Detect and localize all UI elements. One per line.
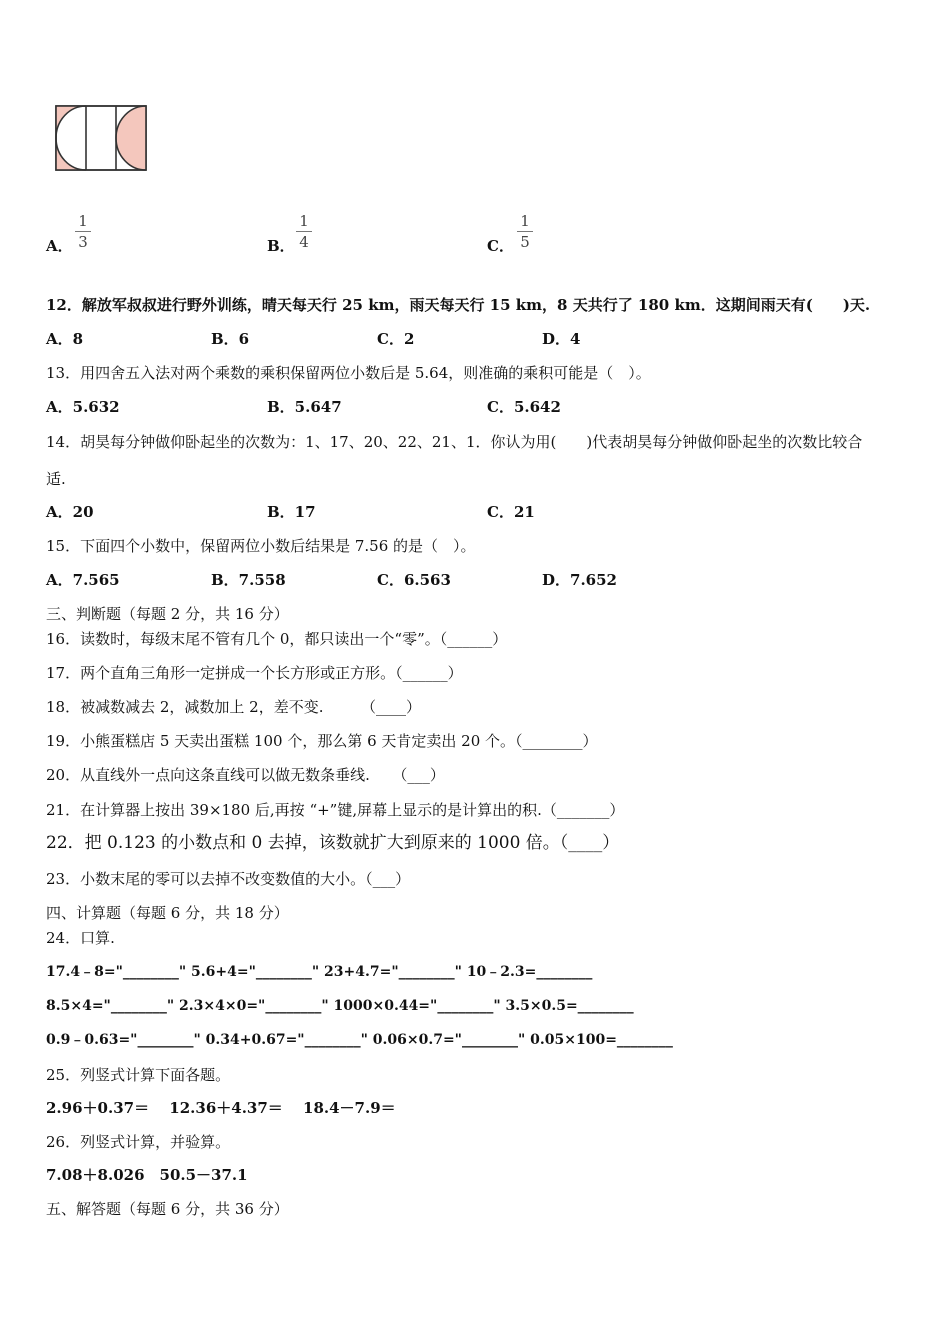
q16-text: 16．读数时，每级末尾不管有几个 0，都只读出一个“零”。（______） xyxy=(46,630,508,648)
fraction-numerator: 1 xyxy=(299,212,309,230)
q11-option-a-label: A． xyxy=(46,237,73,255)
q24-row-2: 8.5×4="________" 2.3×4×0="________" 1000×0.44="________" 3.5×0.5=________ xyxy=(46,998,634,1014)
q11-option-c-fraction xyxy=(517,212,533,251)
q12-option-d: D．4 xyxy=(542,330,581,348)
q11-option-c-label: C． xyxy=(487,237,514,255)
q15-option-a: A．7.565 xyxy=(46,571,120,589)
semicircle-rectangle-figure xyxy=(54,104,148,174)
q21-text: 21．在计算器上按出 39×180 后,再按 “+”键,屏幕上显示的是计算出的积.（_______） xyxy=(46,801,625,819)
fraction-denominator: 5 xyxy=(520,233,530,251)
q14-text-cont: 适. xyxy=(46,470,66,488)
q11-option-b-fraction xyxy=(296,212,312,251)
q25-title: 25．列竖式计算下面各题。 xyxy=(46,1066,231,1084)
q12-text: 12．解放军叔叔进行野外训练，晴天每天行 25 km，雨天每天行 15 km，8 天共行了 180 km．这期间雨天有( )天. xyxy=(46,296,871,314)
q15-option-b: B．7.558 xyxy=(211,571,286,589)
q11-option-b-label: B． xyxy=(267,237,295,255)
q11-option-a-fraction xyxy=(75,212,91,251)
q24-title: 24．口算. xyxy=(46,929,115,947)
q26-row: 7.08＋8.026 50.5－37.1 xyxy=(46,1166,248,1184)
q15-option-d: D．7.652 xyxy=(542,571,617,589)
section-5-heading: 五、解答题（每题 6 分，共 36 分） xyxy=(46,1200,289,1218)
q14-option-a: A．20 xyxy=(46,503,94,521)
q14-option-b: B．17 xyxy=(267,503,316,521)
fraction-denominator: 3 xyxy=(78,233,88,251)
q12-option-a: A．8 xyxy=(46,330,84,348)
q22-text: 22．把 0.123 的小数点和 0 去掉，该数就扩大到原来的 1000 倍。（____） xyxy=(46,833,620,853)
fraction-denominator: 4 xyxy=(299,233,309,251)
q24-row-1: 17.4﹣8="________" 5.6+4="________" 23+4.7="________" 10﹣2.3=________ xyxy=(46,964,593,980)
q26-title: 26．列竖式计算，并验算。 xyxy=(46,1133,231,1151)
q15-text: 15．下面四个小数中，保留两位小数后结果是 7.56 的是（ ）。 xyxy=(46,537,476,555)
q13-text: 13．用四舍五入法对两个乘数的乘积保留两位小数后是 5.64，则准确的乘积可能是（ ）。 xyxy=(46,364,651,382)
q25-row: 2.96＋0.37＝ 12.36＋4.37＝ 18.4－7.9＝ xyxy=(46,1099,396,1117)
q15-option-c: C．6.563 xyxy=(377,571,451,589)
fraction-numerator: 1 xyxy=(520,212,530,230)
fraction-numerator: 1 xyxy=(78,212,88,230)
q23-text: 23．小数末尾的零可以去掉不改变数值的大小。（___） xyxy=(46,870,411,888)
q24-row-3: 0.9﹣0.63="________" 0.34+0.67="________" 0.06×0.7="________" 0.05×100=________ xyxy=(46,1032,673,1048)
q13-option-a: A．5.632 xyxy=(46,398,120,416)
q19-text: 19．小熊蛋糕店 5 天卖出蛋糕 100 个，那么第 6 天肯定卖出 20 个。（________） xyxy=(46,732,598,750)
section-4-heading: 四、计算题（每题 6 分，共 18 分） xyxy=(46,904,289,922)
q12-option-b: B．6 xyxy=(211,330,250,348)
q12-option-c: C．2 xyxy=(377,330,415,348)
q14-option-c: C．21 xyxy=(487,503,535,521)
q14-text: 14．胡昊每分钟做仰卧起坐的次数为：1、17、20、22、21、1．你认为用( )代表胡昊每分钟做仰卧起坐的次数比较合 xyxy=(46,433,863,451)
section-3-heading: 三、判断题（每题 2 分，共 16 分） xyxy=(46,605,289,623)
q13-option-c: C．5.642 xyxy=(487,398,561,416)
q18-text: 18．被减数减去 2，减数加上 2，差不变. （____） xyxy=(46,698,421,716)
q13-option-b: B．5.647 xyxy=(267,398,342,416)
q17-text: 17．两个直角三角形一定拼成一个长方形或正方形。（______） xyxy=(46,664,463,682)
q20-text: 20．从直线外一点向这条直线可以做无数条垂线. （___） xyxy=(46,766,445,784)
